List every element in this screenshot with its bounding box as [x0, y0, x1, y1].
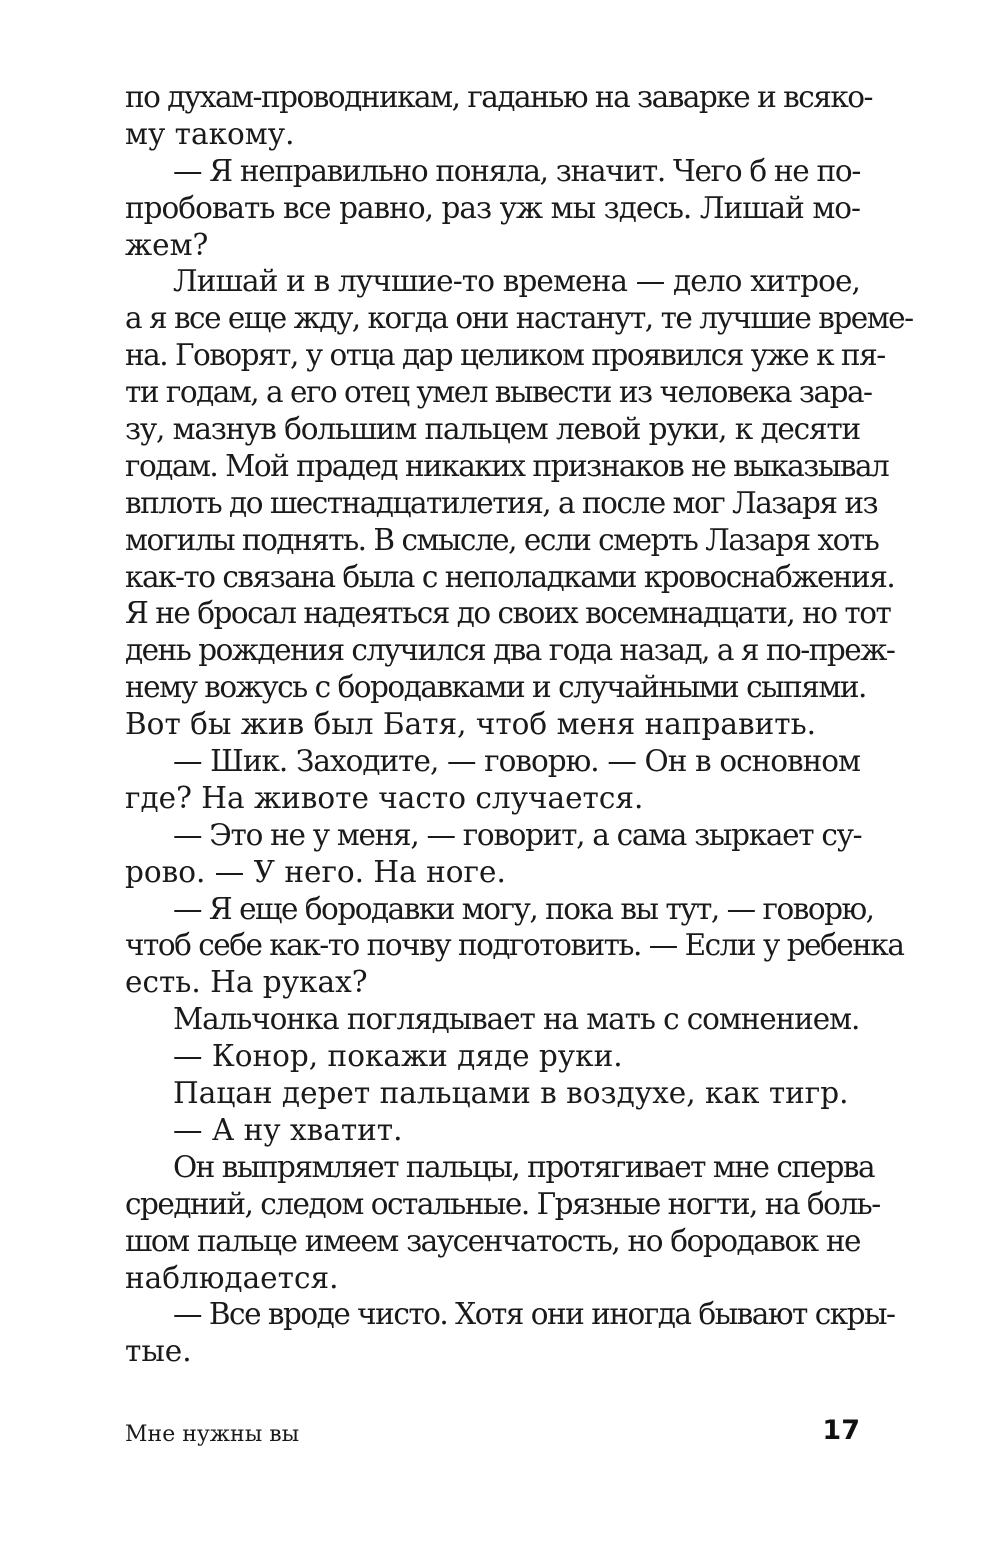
text-line: зу, мазнув большим пальцем левой руки, к десяти	[125, 412, 860, 447]
text-line: му такому.	[125, 116, 295, 151]
text-line: а я все еще жду, когда они настанут, те лучшие време-	[125, 301, 913, 336]
text-line: — Это не у меня, — говорит, а сама зыркает су-	[173, 817, 862, 852]
text-line: средний, следом остальные. Грязные ногти, на боль-	[125, 1186, 880, 1221]
text-line: годам. Мой прадед никаких признаков не выказывал	[125, 448, 889, 483]
text-line: — Все вроде чисто. Хотя они иногда бывают скры-	[173, 1297, 895, 1332]
text-line: нему вожусь с бородавками и случайными сыпями.	[125, 670, 866, 705]
text-line: могилы поднять. В смысле, если смерть Лазаря хоть	[125, 522, 879, 557]
text-line: — Я еще бородавки могу, пока вы тут, — говорю,	[173, 891, 874, 926]
text-line: есть. На руках?	[125, 965, 368, 1000]
text-line: Он выпрямляет пальцы, протягивает мне сперва	[173, 1149, 875, 1184]
text-line: — Конор, покажи дяде руки.	[173, 1039, 623, 1074]
text-line: — Я неправильно поняла, значит. Чего б не по-	[173, 153, 860, 188]
text-line: — Шик. Заходите, — говорю. — Он в основном	[173, 744, 860, 779]
text-line: Вот бы жив был Батя, чтоб меня направить.	[125, 707, 817, 742]
text-line: шом пальце имеем заусенчатость, но бородавок не	[125, 1223, 860, 1258]
text-line: Мальчонка поглядывает на мать с сомнением.	[173, 1002, 860, 1037]
text-line: на. Говорят, у отца дар целиком проявился уже к пя-	[125, 338, 885, 373]
text-line: — А ну хватит.	[173, 1112, 403, 1147]
text-line: пробовать все равно, раз уж мы здесь. Лишай мо-	[125, 190, 860, 225]
text-line: чтоб себе как-то почву подготовить. — Если у ребенка	[125, 928, 904, 963]
text-line: тые.	[125, 1334, 192, 1369]
body-text	[125, 79, 913, 1370]
text-line: ти годам, а его отец умел вывести из человека зара-	[125, 375, 872, 410]
page-number: 17	[822, 1415, 860, 1446]
text-line: день рождения случился два года назад, а я по-преж-	[125, 633, 895, 668]
text-line: как-то связана была с неполадками кровоснабжения.	[125, 559, 895, 594]
running-footer-title: Мне нужны вы	[125, 1422, 300, 1447]
text-line: наблюдается.	[125, 1260, 339, 1295]
text-line: рово. — У него. На ноге.	[125, 854, 506, 889]
text-line: Я не бросал надеяться до своих восемнадцати, но тот	[125, 596, 891, 631]
text-line: Пацан дерет пальцами в воздухе, как тигр.	[173, 1076, 849, 1111]
text-line: вплоть до шестнадцатилетия, а после мог Лазаря из	[125, 485, 878, 520]
text-line: жем?	[125, 227, 209, 262]
text-line: Лишай и в лучшие-то времена — дело хитрое,	[173, 264, 860, 299]
text-line: где? На животе часто случается.	[125, 780, 644, 815]
text-line: по духам-проводникам, гаданью на заварке и всяко-	[125, 80, 873, 114]
